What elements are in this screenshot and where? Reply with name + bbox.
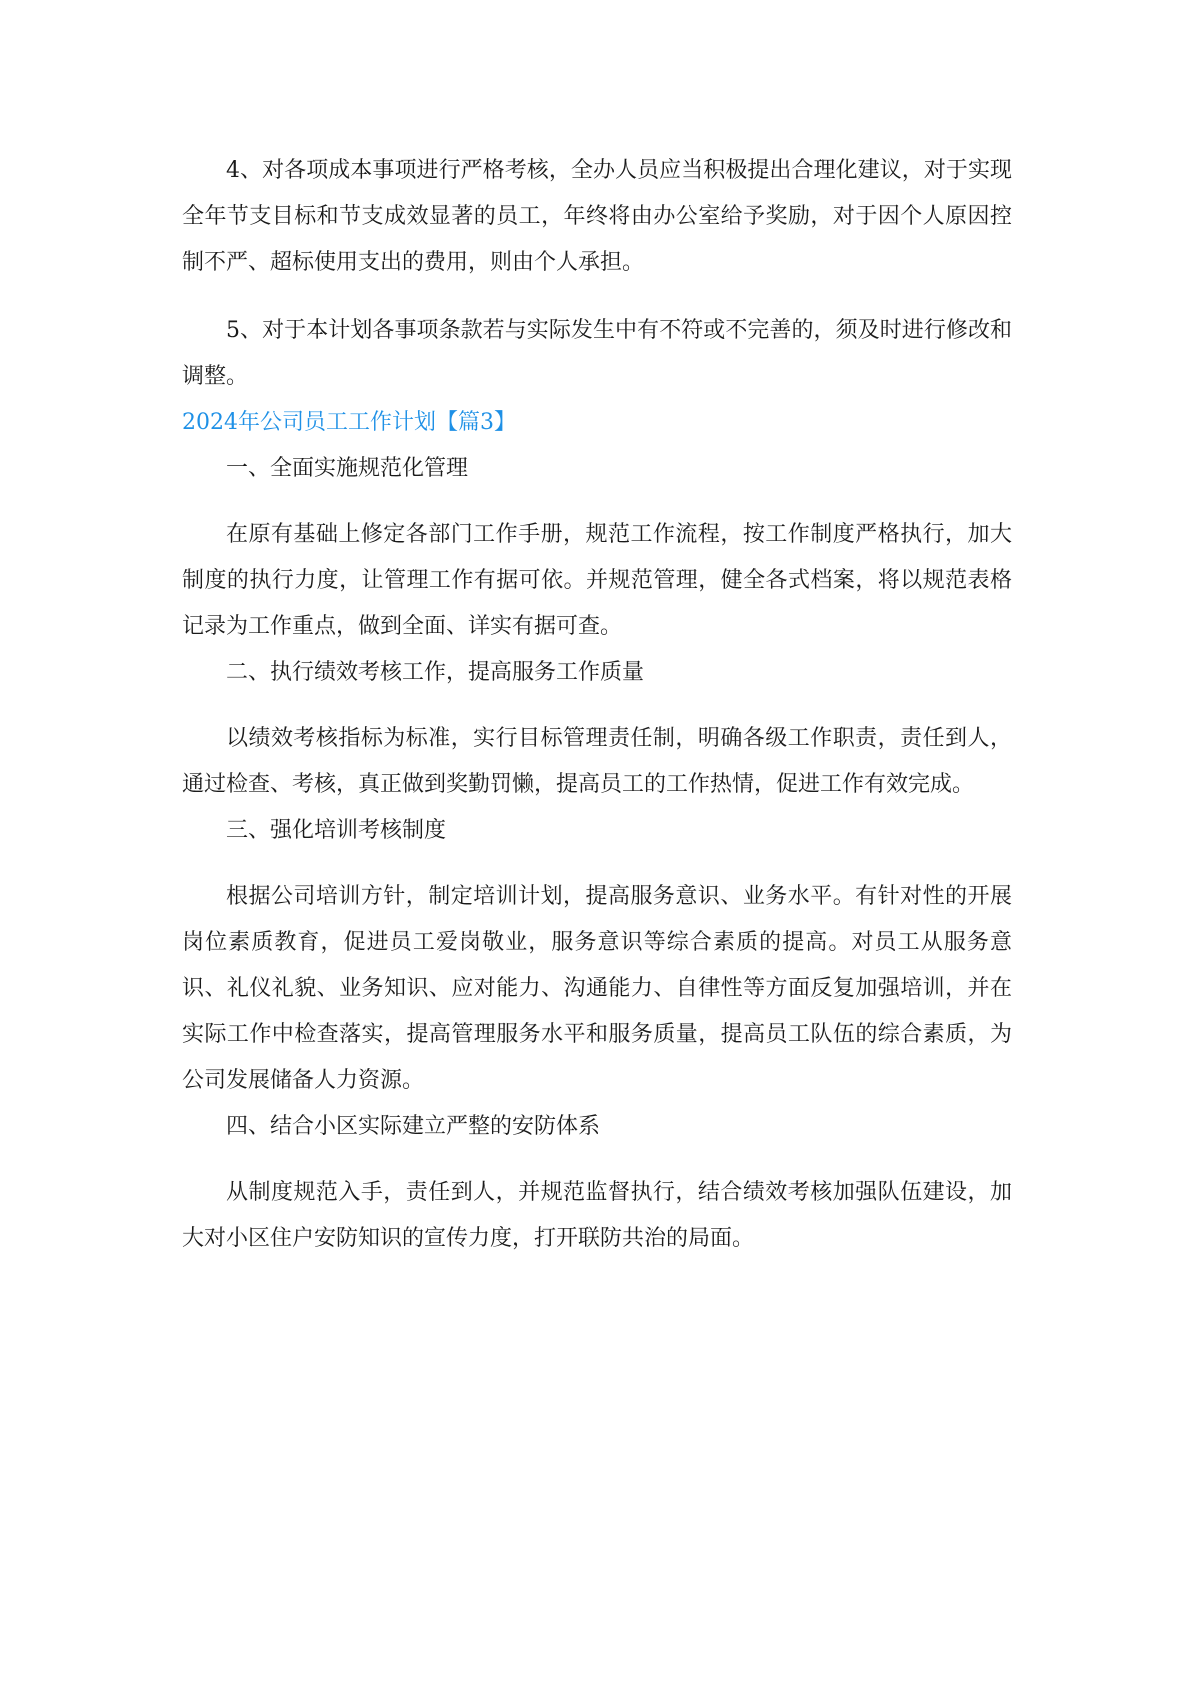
- section-heading-2: 二、执行绩效考核工作，提高服务工作质量: [226, 660, 645, 685]
- section-body-1: 在原有基础上修定各部门工作手册，规范工作流程，按工作制度严格执行，加大制度的执行力度，让管理工作有据可依。并规范管理，健全各式档案，将以规范表格记录为工作重点，做到全面、详实有据可查。: [182, 522, 1012, 639]
- section-heading-1: 一、全面实施规范化管理: [226, 456, 469, 481]
- section-heading-4: 四、结合小区实际建立严整的安防体系: [226, 1114, 601, 1139]
- section-heading-3: 三、强化培训考核制度: [226, 818, 447, 843]
- paragraph-5: 5、对于本计划各事项条款若与实际发生中有不符或不完善的，须及时进行修改和调整。: [182, 318, 1012, 389]
- section-title[interactable]: 2024年公司员工工作计划【篇3】: [182, 410, 516, 435]
- section-body-3: 根据公司培训方针，制定培训计划，提高服务意识、业务水平。有针对性的开展岗位素质教育，促进员工爱岗敬业，服务意识等综合素质的提高。对员工从服务意识、礼仪礼貌、业务知识、应对能力、沟通能力、自律性等方面反复加强培训，并在实际工作中检查落实，提高管理服务水平和服务质量，提高员工队伍的综合素质，为公司发展储备人力资源。: [182, 884, 1012, 1093]
- section-body-4: 从制度规范入手，责任到人，并规范监督执行，结合绩效考核加强队伍建设，加大对小区住户安防知识的宣传力度，打开联防共治的局面。: [182, 1180, 1012, 1251]
- document-content: [182, 148, 1012, 1262]
- section-body-2: 以绩效考核指标为标准，实行目标管理责任制，明确各级工作职责，责任到人，通过检查、考核，真正做到奖勤罚懒，提高员工的工作热情，促进工作有效完成。: [182, 726, 1012, 797]
- paragraph-4: 4、对各项成本事项进行严格考核，全办人员应当积极提出合理化建议，对于实现全年节支目标和节支成效显著的员工，年终将由办公室给予奖励，对于因个人原因控制不严、超标使用支出的费用，则由个人承担。: [182, 158, 1012, 275]
